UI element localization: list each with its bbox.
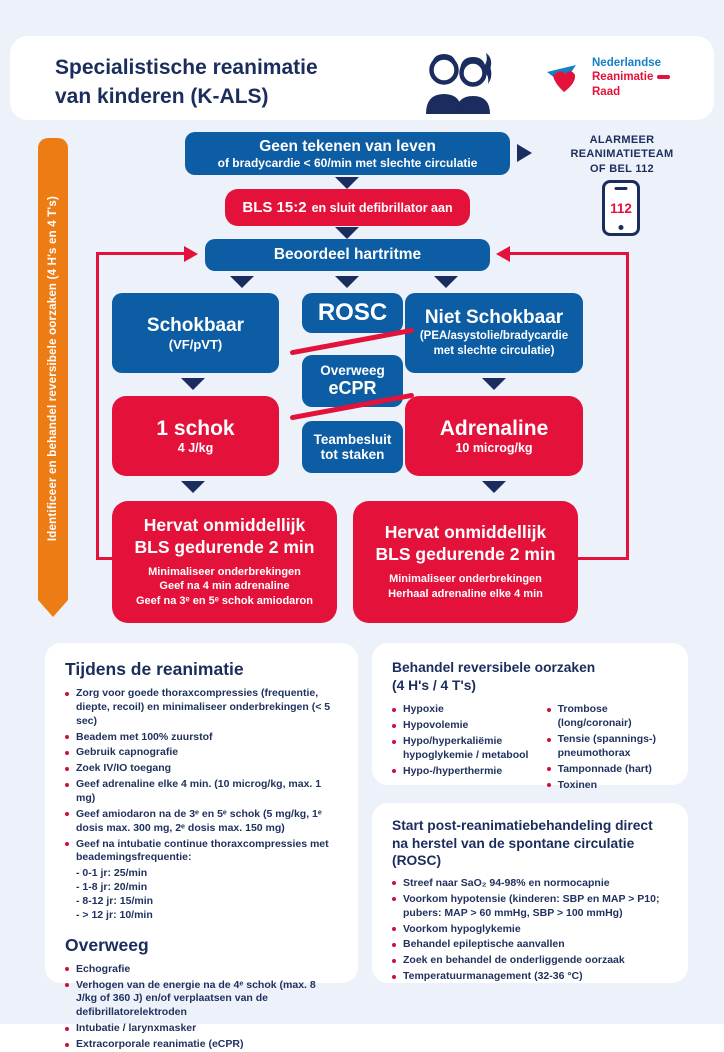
list-item xyxy=(65,762,338,776)
bullet-dot xyxy=(392,975,396,979)
reversible-causes-arrow xyxy=(38,138,68,600)
list-item-text: Geef na intubatie continue thoraxcompressies met beademingsfrequentie: xyxy=(76,837,329,864)
list-item xyxy=(392,735,537,763)
page-title xyxy=(55,54,318,112)
text-line: Geef na 4 min adrenaline xyxy=(159,580,290,593)
bullet-dot xyxy=(392,943,396,947)
not-shockable-subtitle: (PEA/asystolie/bradycardie met slechte circulatie) xyxy=(419,330,569,357)
phone-home-button xyxy=(619,225,624,230)
feedback-line-left xyxy=(96,252,99,559)
bullet-dot xyxy=(392,881,396,885)
text-line: ALARMEER xyxy=(589,134,655,146)
list-item xyxy=(392,938,668,952)
during-resuscitation-card xyxy=(45,643,358,1051)
list-item-text: Behandel epileptische aanvallen xyxy=(403,938,565,951)
feedback-line-right-bottom xyxy=(578,557,629,560)
post-rosc-title: Start post-reanimatiebehandeling direct na herstel van de spontane circulatie (ROSC) xyxy=(392,818,653,869)
bls-rest-text: en sluit defibrillator aan xyxy=(311,200,453,215)
list-item-text: Voorkom hypotensie (kinderen: SBP en MAP > P10; pubers: MAP > 60 mmHg, SBP > 100 mmHg) xyxy=(403,892,660,919)
list-item-text: Geef adrenaline elke 4 min. (10 microg/kg, max. 1 mg) xyxy=(76,778,322,805)
text-line: OF BEL 112 xyxy=(590,162,654,175)
bullet-dot xyxy=(65,1043,69,1047)
list-item-text: Tensie (spannings-) pneumothorax xyxy=(557,733,656,759)
bullet-dot xyxy=(392,927,396,931)
list-item xyxy=(392,954,668,968)
bullet-dot xyxy=(65,1027,69,1031)
reversible-causes-card xyxy=(372,643,688,791)
list-item-text: Zoek IV/IO toegang xyxy=(76,762,172,775)
feedback-line-left-bottom xyxy=(96,557,112,560)
arrowhead-right-icon xyxy=(184,246,198,262)
arrowhead-left-icon xyxy=(496,246,510,262)
sub-list-item: - 0-1 jr: 25/min xyxy=(76,867,148,880)
arrow-down-icon xyxy=(38,600,68,617)
bls-bold-text: BLS 15:2 xyxy=(242,199,307,216)
not-shockable-box xyxy=(405,293,583,373)
logo-word-2: Reanimatie xyxy=(592,70,670,84)
list-item xyxy=(65,731,338,745)
team-decision-line1: Teambesluit xyxy=(313,432,392,447)
logo-word-1: Nederlandse xyxy=(592,57,662,69)
resume-left-title2: BLS gedurende 2 min xyxy=(134,536,315,557)
resume-bls-left-box xyxy=(112,501,337,623)
phone-112-icon xyxy=(602,180,640,236)
consider-bullet-list xyxy=(65,963,338,1052)
list-item xyxy=(392,765,537,779)
list-item xyxy=(392,719,537,733)
bullet-dot xyxy=(65,967,69,971)
bullet-dot xyxy=(65,735,69,739)
arrow-down-icon xyxy=(482,481,506,493)
list-item-text: Hypo/hyperkaliëmie hypoglykemie / metabool xyxy=(403,735,529,761)
not-shockable-title: Niet Schokbaar xyxy=(424,307,564,329)
assess-rhythm-label: Beoordeel hartritme xyxy=(273,246,422,263)
feedback-line-right-top xyxy=(510,252,629,255)
resume-left-title1: Hervat onmiddellijk xyxy=(143,514,306,535)
sub-list-item: - 8-12 jr: 15/min xyxy=(76,895,154,908)
no-signs-subtitle: of bradycardie < 60/min met slechte circulatie xyxy=(217,155,478,170)
phone-number: 112 xyxy=(610,200,632,216)
list-item-text: Hypo-/hyperthermie xyxy=(403,764,503,777)
list-item-text: Intubatie / larynxmasker xyxy=(76,1022,197,1035)
nrr-logo-text xyxy=(592,56,670,99)
list-item xyxy=(392,703,537,717)
reversible-title-line1: Behandel reversibele oorzaken xyxy=(392,660,596,675)
resume-bls-right-box xyxy=(353,501,578,623)
list-item xyxy=(65,979,338,1021)
children-icon xyxy=(418,46,500,119)
bullet-dot xyxy=(392,769,396,773)
phone-speaker xyxy=(615,187,628,190)
text-line: Geef na 3ᵉ en 5ᵉ schok amiodaron xyxy=(136,595,313,608)
bullet-dot xyxy=(547,708,551,712)
one-shock-title: 1 schok xyxy=(156,417,235,440)
during-title: Tijdens de reanimatie xyxy=(65,659,244,679)
list-item-text: Extracorporale reanimatie (eCPR) xyxy=(76,1038,244,1051)
logo-dash xyxy=(657,75,670,79)
team-decision-line2: tot staken xyxy=(320,447,385,462)
list-item xyxy=(65,963,338,977)
feedback-line-left-top xyxy=(96,252,184,255)
rosc-box xyxy=(302,293,403,333)
sub-list-item: - > 12 jr: 10/min xyxy=(76,908,153,921)
nrr-logo xyxy=(546,56,670,99)
bullet-dot xyxy=(392,897,396,901)
bullet-dot xyxy=(392,724,396,728)
logo-word-3: Raad xyxy=(592,85,621,98)
bullet-dot xyxy=(392,740,396,744)
reversible-title-line2: (4 H's / 4 T's) xyxy=(392,677,477,693)
list-item xyxy=(547,763,668,777)
bullet-dot xyxy=(65,783,69,787)
list-item xyxy=(65,1022,338,1036)
list-item xyxy=(65,687,338,729)
rosc-label: ROSC xyxy=(317,299,388,326)
arrow-down-icon xyxy=(335,177,359,189)
post-rosc-card xyxy=(372,803,688,983)
list-item-text: Temperatuurmanagement (32-36 °C) xyxy=(403,970,583,983)
shockable-subtitle: (VF/pVT) xyxy=(168,336,223,352)
list-item-text: Hypoxie xyxy=(403,703,444,716)
bullet-dot xyxy=(65,983,69,987)
bullet-dot xyxy=(547,783,551,787)
list-item-text: Echografie xyxy=(76,962,131,975)
arrow-right-icon xyxy=(517,144,532,162)
consider-title: Overweeg xyxy=(65,934,149,955)
bullet-dot xyxy=(65,812,69,816)
list-item xyxy=(392,877,668,891)
list-item-text: Geef amiodaron na de 3ᵉ en 5ᵉ schok (5 mg/kg, 1ᵉ dosis max. 300 mg, 2ᵉ dosis max. 150 mg) xyxy=(76,807,322,834)
arrow-down-icon xyxy=(181,378,205,390)
one-shock-subtitle: 4 J/kg xyxy=(177,441,214,455)
arrow-down-icon xyxy=(335,227,359,239)
arrow-down-icon xyxy=(230,276,254,288)
list-item xyxy=(392,893,668,921)
no-signs-of-life-box xyxy=(185,132,510,175)
list-item-text: Tamponnade (hart) xyxy=(557,762,652,775)
text-line: REANIMATIETEAM xyxy=(570,148,674,161)
resume-right-body xyxy=(388,572,543,602)
arrow-down-icon xyxy=(181,481,205,493)
bullet-dot xyxy=(392,708,396,712)
bullet-dot xyxy=(547,767,551,771)
list-item-text: Zoek en behandel de onderliggende oorzaak xyxy=(403,954,625,967)
reversible-right-list xyxy=(547,701,668,794)
bullet-dot xyxy=(65,767,69,771)
page-title-line1: Specialistische reanimatie xyxy=(55,56,318,79)
resume-right-title2: BLS gedurende 2 min xyxy=(375,544,556,565)
text-line: Herhaal adrenaline elke 4 min xyxy=(388,587,543,600)
arrow-down-icon xyxy=(434,276,458,288)
bullet-dot xyxy=(65,751,69,755)
resume-right-title1: Hervat onmiddellijk xyxy=(384,522,547,543)
list-item xyxy=(65,778,338,806)
bullet-dot xyxy=(547,738,551,742)
feedback-line-right xyxy=(626,252,629,559)
assess-rhythm-box xyxy=(205,239,490,271)
adrenaline-box xyxy=(405,396,583,476)
sub-list-item: - 1-8 jr: 20/min xyxy=(76,881,148,894)
list-item xyxy=(392,923,668,937)
arrow-down-icon xyxy=(482,378,506,390)
list-item xyxy=(547,733,668,761)
shockable-box xyxy=(112,293,279,373)
during-bullet-list xyxy=(65,687,338,923)
list-item-text: Gebruik capnografie xyxy=(76,746,179,759)
list-item xyxy=(547,779,668,793)
list-item-text: Hypovolemie xyxy=(403,719,469,732)
list-item xyxy=(65,838,338,866)
bullet-dot xyxy=(65,692,69,696)
bls-box xyxy=(225,189,470,226)
header-card xyxy=(10,36,714,120)
resume-left-body xyxy=(136,565,313,610)
team-decision-box xyxy=(302,421,403,473)
bullet-dot xyxy=(65,842,69,846)
list-item xyxy=(65,746,338,760)
text-line: Minimaliseer onderbrekingen xyxy=(389,573,542,586)
text-line: Minimaliseer onderbrekingen xyxy=(148,565,301,578)
list-item-text: Streef naar SaO₂ 94-98% en normocapnie xyxy=(403,876,610,889)
ecpr-line1: Overweeg xyxy=(320,363,385,378)
alarm-team-label xyxy=(536,133,708,176)
list-item xyxy=(392,970,668,984)
bullet-dot xyxy=(392,959,396,963)
list-item-text: Toxinen xyxy=(557,778,598,791)
list-item-text: Zorg voor goede thoraxcompressies (frequentie, diepte, recoil) en minimaliseer onderbrekingen (< 5 sec) xyxy=(76,687,331,727)
page-title-line2: van kinderen (K-ALS) xyxy=(55,84,269,108)
reversible-causes-arrow-label: Identificeer en behandel reversibele oorzaken (4 H's en 4 T's) xyxy=(47,196,59,542)
ecpr-line2: eCPR xyxy=(328,378,377,398)
list-item xyxy=(547,703,668,731)
list-item xyxy=(65,808,338,836)
no-signs-title: Geen tekenen van leven xyxy=(259,137,436,155)
list-item xyxy=(65,1038,338,1052)
post-rosc-bullet-list xyxy=(392,877,668,984)
list-item-text: Beadem met 100% zuurstof xyxy=(76,730,213,743)
reversible-title xyxy=(392,659,668,694)
list-item-text: Verhogen van de energie na de 4ᵉ schok (max. 8 J/kg of 360 J) en/of verplaatsen van de defibrillatorelektroden xyxy=(76,978,316,1019)
one-shock-box xyxy=(112,396,279,476)
nrr-logo-mark xyxy=(546,61,586,95)
adrenaline-title: Adrenaline xyxy=(439,417,549,440)
list-item-text: Voorkom hypoglykemie xyxy=(403,922,521,935)
shockable-title: Schokbaar xyxy=(146,314,245,336)
adrenaline-subtitle: 10 microg/kg xyxy=(455,441,533,455)
reversible-left-list xyxy=(392,701,537,794)
arrow-down-icon xyxy=(335,276,359,288)
list-item-text: Trombose (long/coronair) xyxy=(557,703,632,730)
